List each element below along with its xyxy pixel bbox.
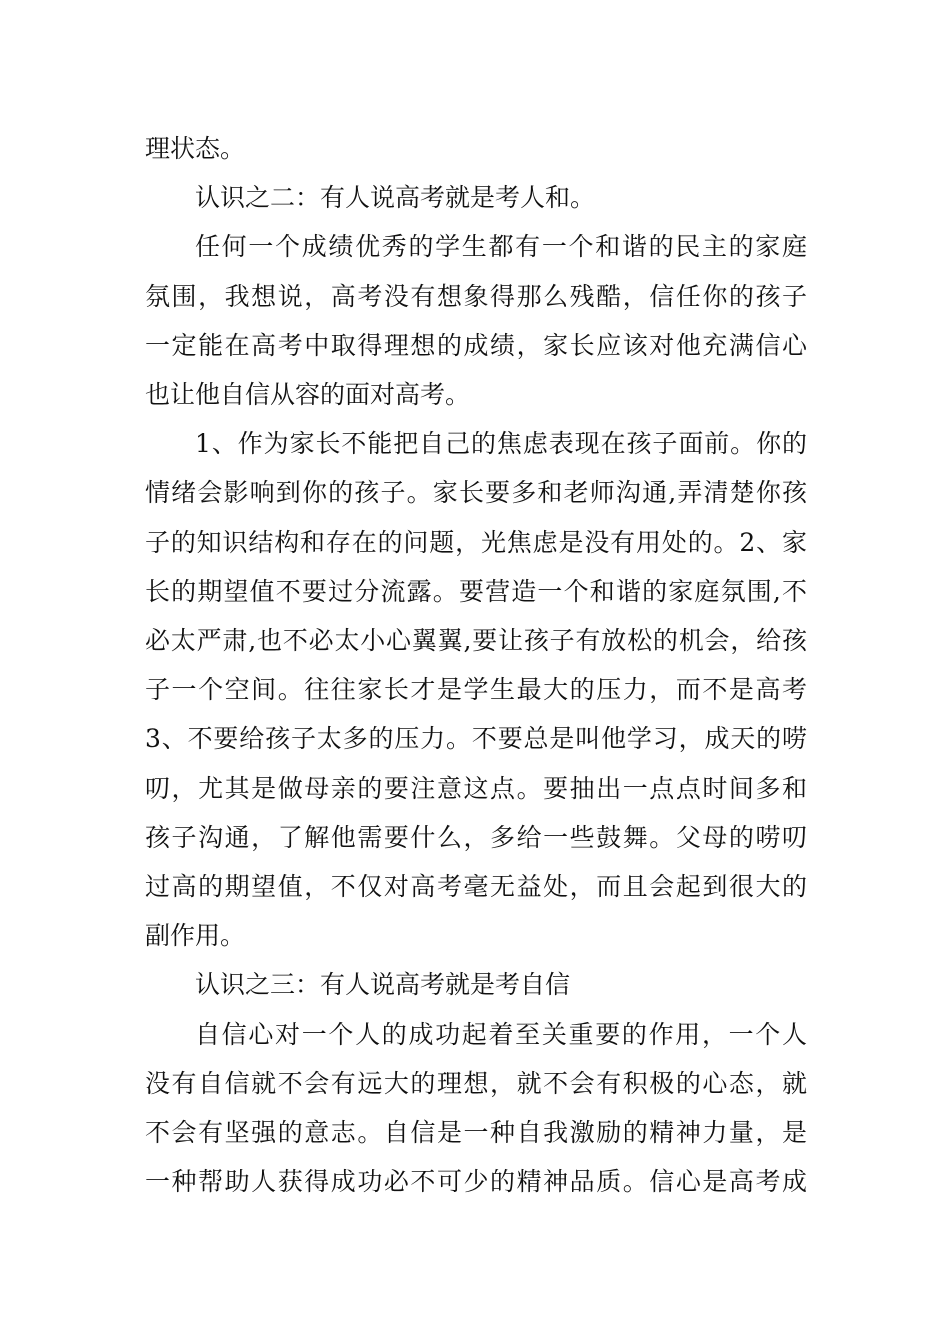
text-line: 情绪会影响到你的孩子。家长要多和老师沟通,弄清楚你孩 [145,478,807,508]
body-text [145,124,807,1206]
text-line: 长的期望值不要过分流露。要营造一个和谐的家庭氛围,不 [145,576,807,606]
text-line: 1、作为家长不能把自己的焦虑表现在孩子面前。你的 [195,429,807,459]
text-line: 子的知识结构和存在的问题，光焦虑是没有用处的。2、家 [145,527,807,557]
text-line: 认识之二：有人说高考就是考人和。 [195,183,596,213]
text-line: 理状态。 [145,134,246,163]
text-line: 氛围，我想说，高考没有想象得那么残酷，信任你的孩子 [145,281,807,311]
text-line: 一种帮助人获得成功必不可少的精神品质。信心是高考成 [145,1167,807,1197]
text-line: 3、不要给孩子太多的压力。不要总是叫他学习，成天的唠 [145,724,807,754]
text-line: 认识之三：有人说高考就是考自信 [195,970,571,1000]
text-line: 也让他自信从容的面对高考。 [145,380,471,410]
text-line: 孩子沟通，了解他需要什么，多给一些鼓舞。父母的唠叨 [145,822,807,852]
text-line: 子一个空间。往往家长才是学生最大的压力，而不是高考 [145,675,807,705]
text-line: 没有自信就不会有远大的理想，就不会有积极的心态，就 [145,1068,807,1098]
text-line: 副作用。 [145,921,246,951]
text-line: 不会有坚强的意志。自信是一种自我激励的精神力量，是 [145,1118,807,1148]
text-line: 一定能在高考中取得理想的成绩，家长应该对他充满信心 [145,330,807,360]
text-line: 过高的期望值，不仅对高考毫无益处，而且会起到很大的 [145,872,807,902]
text-line: 叨，尤其是做母亲的要注意这点。要抽出一点点时间多和 [145,773,807,803]
text-line: 必太严肃,也不必太小心翼翼,要让孩子有放松的机会，给孩 [145,626,807,656]
text-line: 任何一个成绩优秀的学生都有一个和谐的民主的家庭 [195,232,807,262]
text-line: 自信心对一个人的成功起着至关重要的作用，一个人 [195,1019,807,1049]
